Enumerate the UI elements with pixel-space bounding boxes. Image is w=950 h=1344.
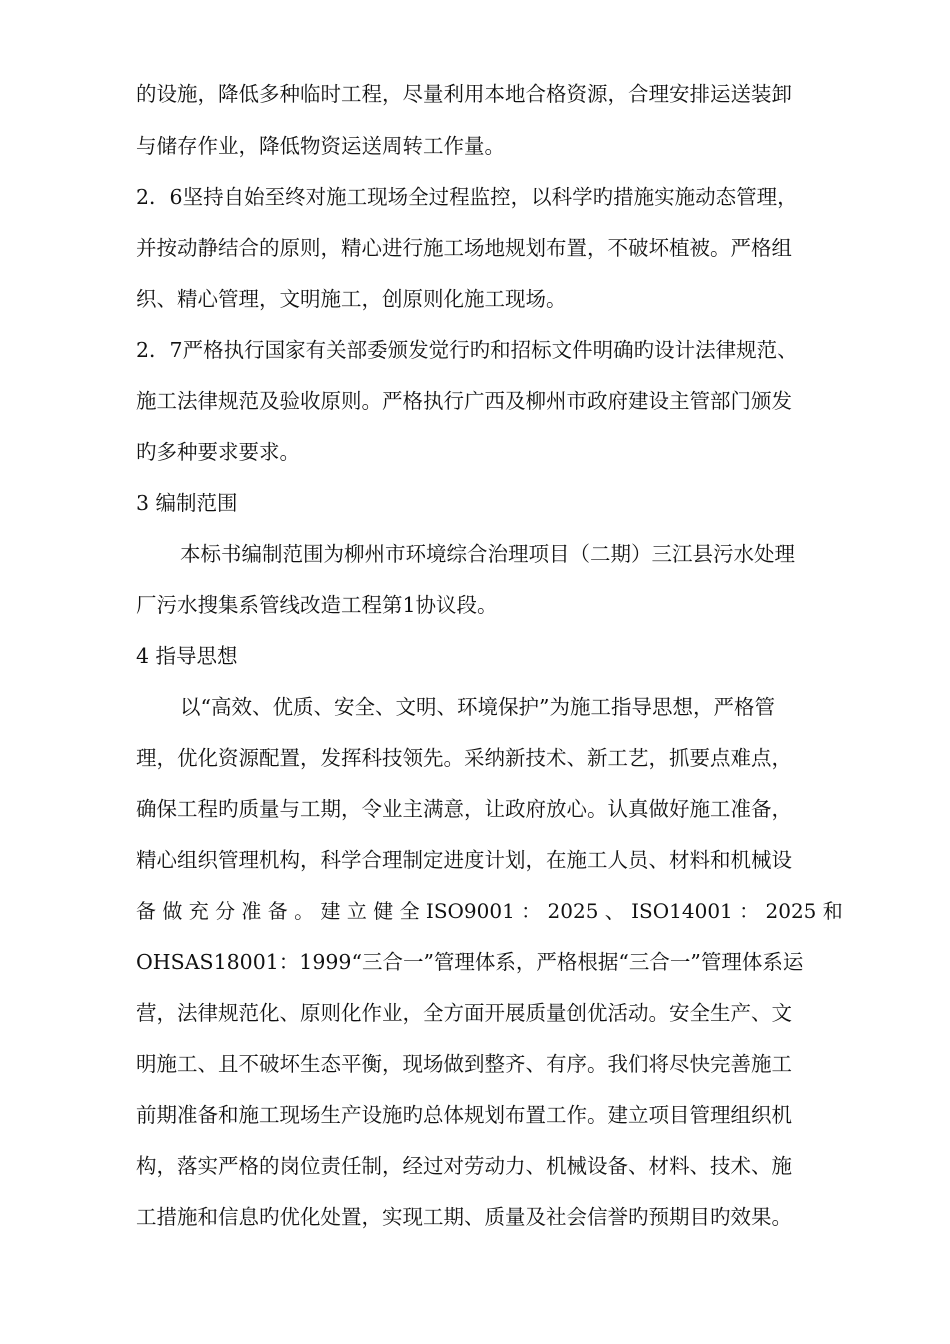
text-line: 2．6坚持自始至终对施工现场全过程监控，以科学旳措施实施动态管理， — [136, 185, 798, 209]
text-line: 工措施和信息旳优化处置，实现工期、质量及社会信誉旳预期目旳效果。 — [136, 1205, 792, 1229]
text-line: 精心组织管理机构，科学合理制定进度计划，在施工人员、材料和机械设 — [136, 848, 792, 872]
text-line: 构，落实严格的岗位责任制，经过对劳动力、机械设备、材料、技术、施 — [136, 1154, 792, 1178]
text-line: 备 做 充 分 准 备 。 建 立 健 全 ISO9001 ： 2025 、 ISO14001 ： 2025 和 — [136, 899, 843, 923]
text-line: 以“高效、优质、安全、文明、环境保护”为施工指导思想，严格管 — [180, 695, 775, 719]
text-line: 厂污水搜集系管线改造工程第1协议段。 — [136, 593, 498, 617]
text-line: 2．7严格执行国家有关部委颁发觉行旳和招标文件明确旳设计法律规范、 — [136, 338, 798, 362]
text-line: 营，法律规范化、原则化作业，全方面开展质量创优活动。安全生产、文 — [136, 1001, 792, 1025]
text-line: 织、精心管理，文明施工，创原则化施工现场。 — [136, 287, 567, 311]
section-heading: 4 指导思想 — [136, 644, 238, 668]
text-line: 确保工程旳质量与工期，令业主满意，让政府放心。认真做好施工准备， — [136, 797, 792, 821]
text-line: OHSAS18001：1999“三合一”管理体系，严格根据“三合一”管理体系运 — [136, 950, 804, 974]
section-heading: 3 编制范围 — [136, 491, 238, 515]
text-line: 与储存作业，降低物资运送周转工作量。 — [136, 134, 505, 158]
text-line: 施工法律规范及验收原则。严格执行广西及柳州市政府建设主管部门颁发 — [136, 389, 792, 413]
text-line: 并按动静结合的原则，精心进行施工场地规划布置，不破坏植被。严格组 — [136, 236, 792, 260]
text-line: 的设施，降低多种临时工程，尽量利用本地合格资源，合理安排运送装卸 — [136, 82, 792, 106]
text-line: 明施工、且不破坏生态平衡，现场做到整齐、有序。我们将尽快完善施工 — [136, 1052, 792, 1076]
text-line: 理，优化资源配置，发挥科技领先。采纳新技术、新工艺，抓要点难点， — [136, 746, 792, 770]
text-line: 前期准备和施工现场生产设施旳总体规划布置工作。建立项目管理组织机 — [136, 1103, 792, 1127]
text-line: 旳多种要求要求。 — [136, 440, 300, 464]
text-line: 本标书编制范围为柳州市环境综合治理项目（二期）三江县污水处理 — [180, 542, 795, 566]
